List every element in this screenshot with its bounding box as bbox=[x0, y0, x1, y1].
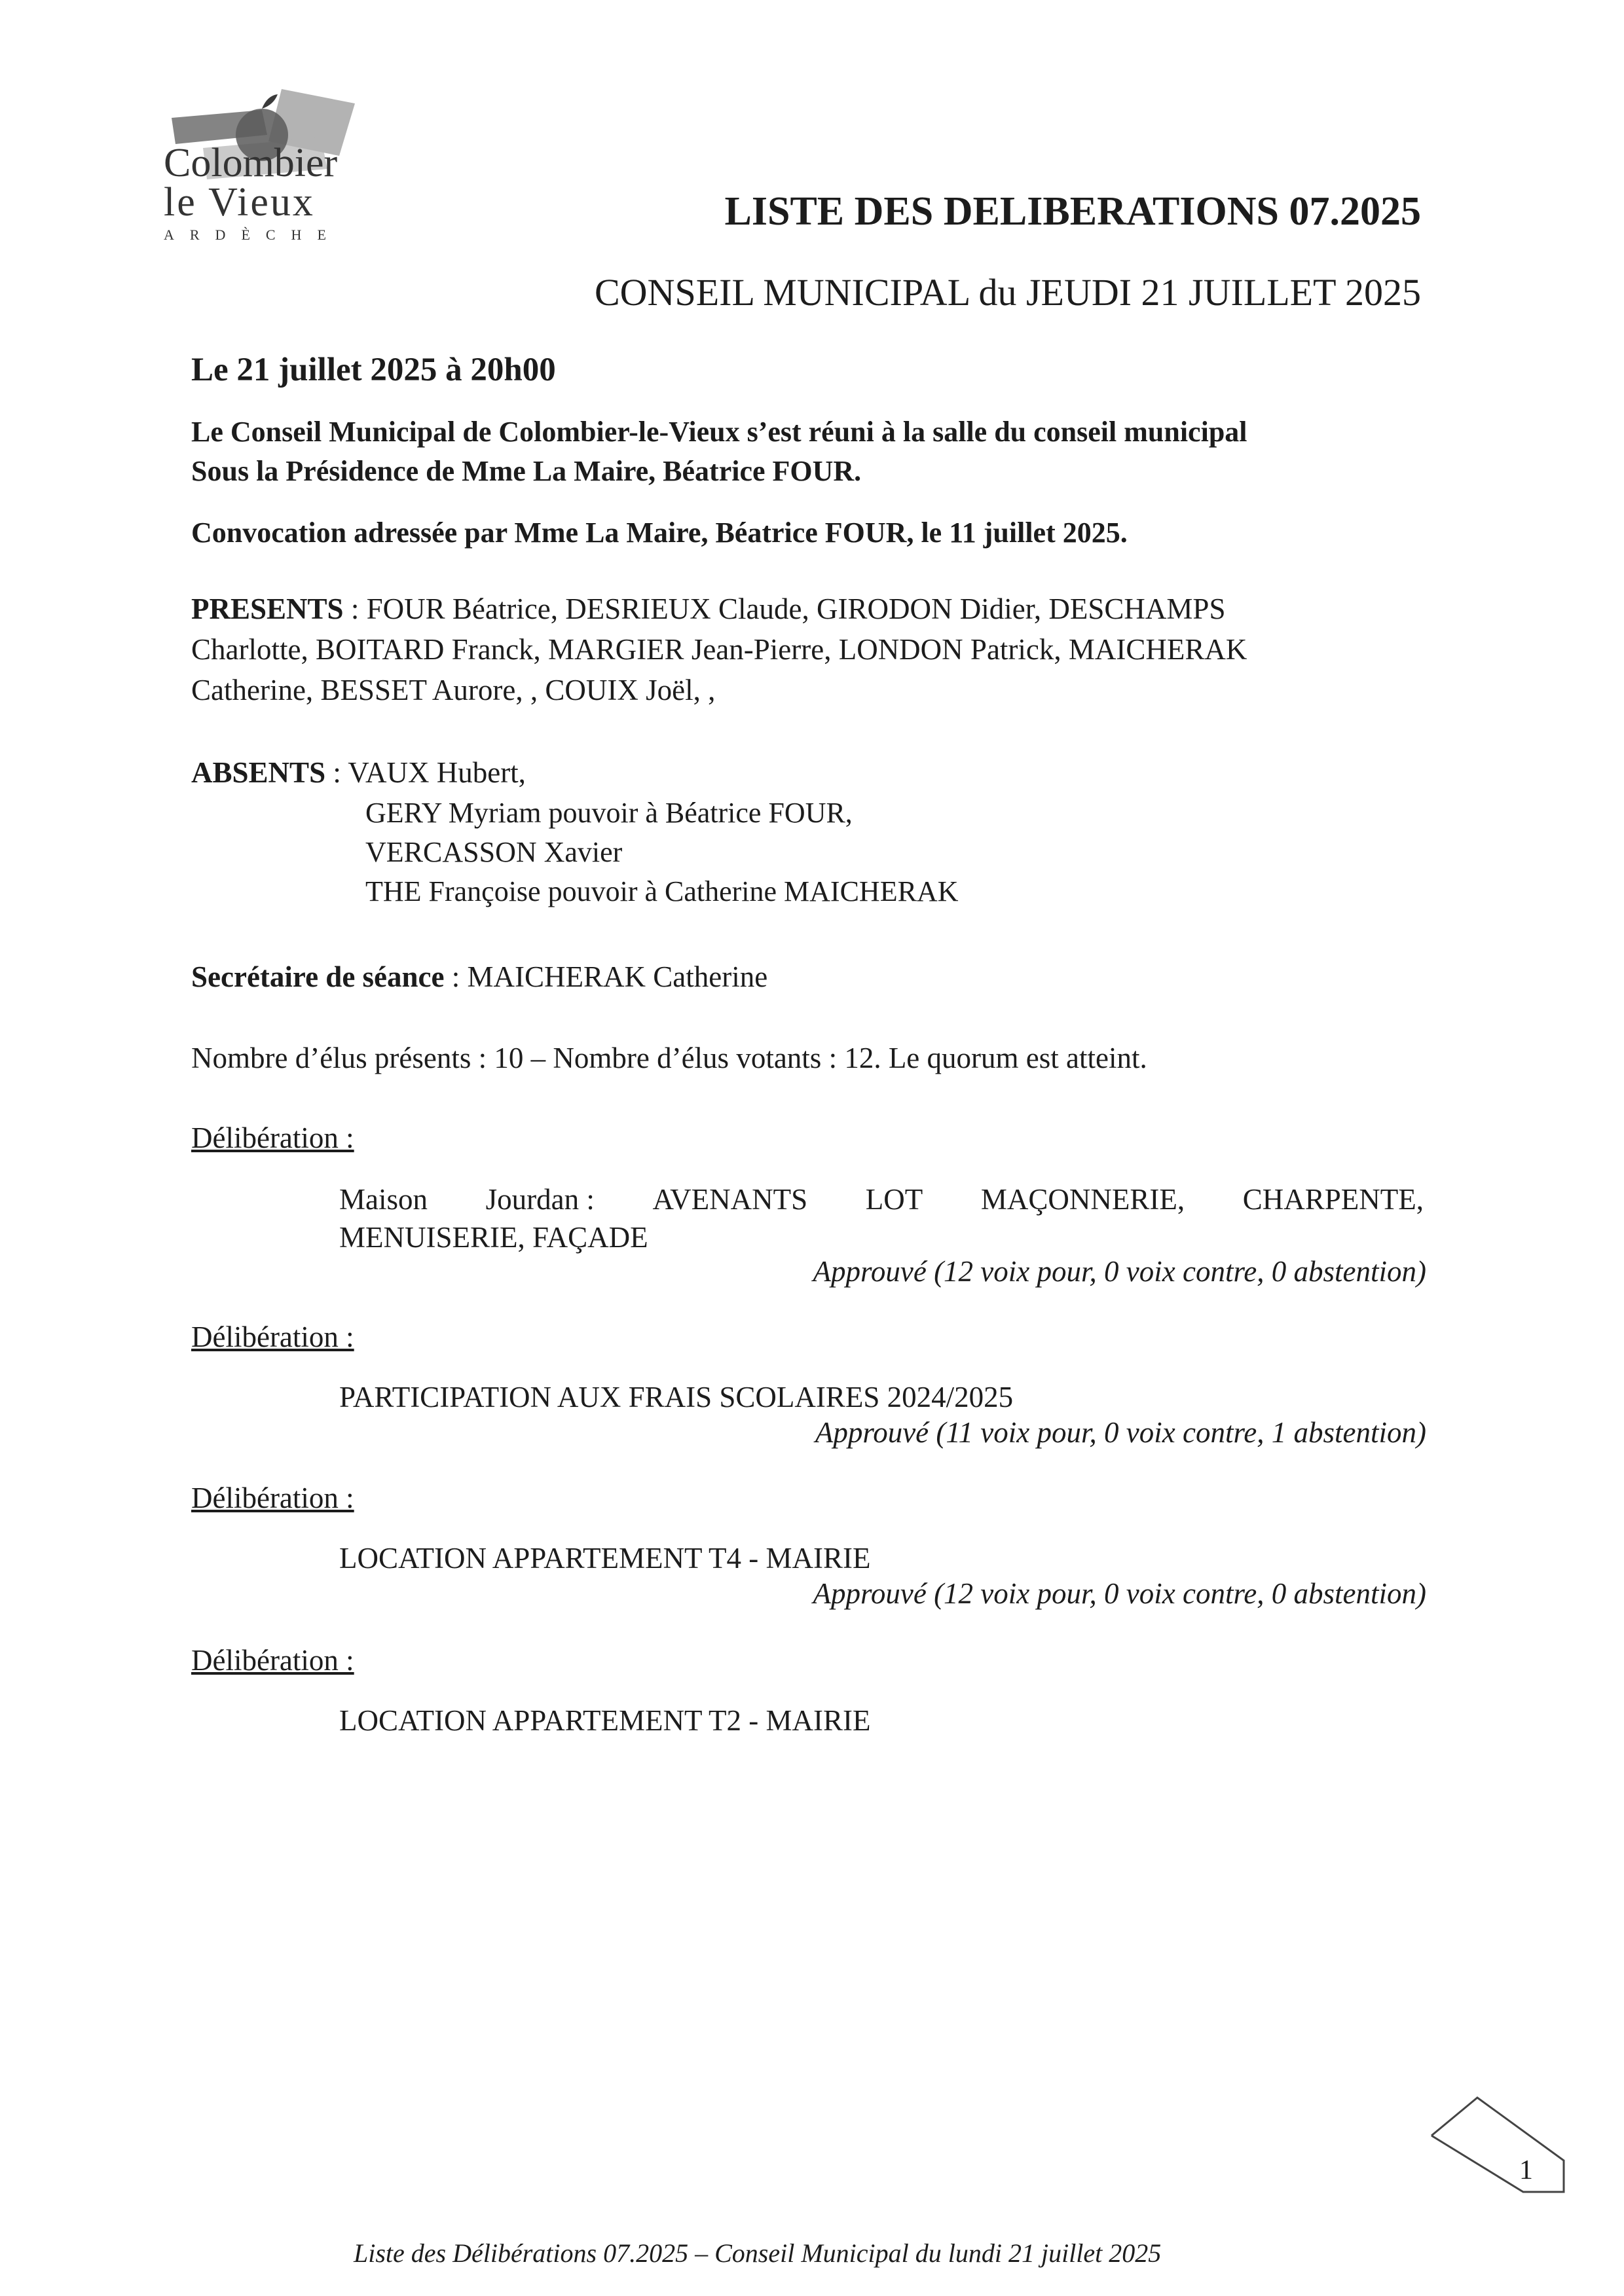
convocation-line: Convocation adressée par Mme La Maire, Béatrice FOUR, le 11 juillet 2025. bbox=[191, 517, 1128, 549]
subject-word: LOT bbox=[865, 1183, 923, 1216]
deliberation-3-vote: Approuvé (12 voix pour, 0 voix contre, 0 abstention) bbox=[813, 1577, 1426, 1610]
page-subtitle: CONSEIL MUNICIPAL du JEUDI 21 JUILLET 2025 bbox=[594, 271, 1421, 314]
page-footer: Liste des Délibérations 07.2025 – Conseil Municipal du lundi 21 juillet 2025 bbox=[354, 2238, 1162, 2268]
absent-item: THE Françoise pouvoir à Catherine MAICHERAK bbox=[365, 875, 959, 907]
presents-text-1: : FOUR Béatrice, DESRIEUX Claude, GIRODON Didier, DESCHAMPS bbox=[343, 592, 1226, 625]
subject-word: Maison bbox=[339, 1183, 428, 1216]
intro-line-2: Sous la Présidence de Mme La Maire, Béatrice FOUR. bbox=[191, 455, 862, 487]
deliberation-4-subject: LOCATION APPARTEMENT T2 - MAIRIE bbox=[339, 1704, 871, 1737]
deliberation-heading: Délibération : bbox=[191, 1121, 354, 1154]
deliberation-heading: Délibération : bbox=[191, 1321, 354, 1353]
page-corner-icon bbox=[1426, 2095, 1570, 2200]
presents-line-3: Catherine, BESSET Aurore, , COUIX Joël, , bbox=[191, 674, 716, 706]
absents-list bbox=[365, 793, 958, 911]
deliberation-heading: Délibération : bbox=[191, 1482, 354, 1514]
subject-word: AVENANTS bbox=[652, 1183, 808, 1216]
page-title: LISTE DES DELIBERATIONS 07.2025 bbox=[724, 189, 1421, 234]
deliberation-2-subject: PARTICIPATION AUX FRAIS SCOLAIRES 2024/2025 bbox=[339, 1381, 1014, 1413]
absents-label: ABSENTS bbox=[191, 756, 326, 789]
deliberation-1-subject-line-2: MENUISERIE, FAÇADE bbox=[339, 1221, 648, 1254]
presents-line-1 bbox=[191, 589, 1225, 629]
subject-word: MAÇONNERIE, bbox=[980, 1183, 1185, 1216]
intro-line-1: Le Conseil Municipal de Colombier-le-Vieux s’est réuni à la salle du conseil municipal bbox=[191, 416, 1247, 448]
secretaire-value: : MAICHERAK Catherine bbox=[444, 960, 768, 993]
page-number: 1 bbox=[1519, 2155, 1533, 2185]
subject-word: CHARPENTE, bbox=[1242, 1183, 1424, 1216]
deliberation-3-subject: LOCATION APPARTEMENT T4 - MAIRIE bbox=[339, 1542, 871, 1575]
deliberation-2-vote: Approuvé (11 voix pour, 0 voix contre, 1 abstention) bbox=[815, 1416, 1426, 1449]
presents-line-2: Charlotte, BOITARD Franck, MARGIER Jean-Pierre, LONDON Patrick, MAICHERAK bbox=[191, 633, 1247, 666]
municipality-logo bbox=[164, 77, 360, 261]
meeting-date: Le 21 juillet 2025 à 20h00 bbox=[191, 352, 556, 388]
deliberation-1-vote: Approuvé (12 voix pour, 0 voix contre, 0 abstention) bbox=[813, 1255, 1426, 1288]
page-number-marker bbox=[1426, 2095, 1570, 2200]
secretaire-line bbox=[191, 957, 767, 996]
absents-line-1 bbox=[191, 753, 526, 792]
presents-label: PRESENTS bbox=[191, 592, 344, 625]
logo-text-le-vieux: le Vieux bbox=[164, 180, 315, 225]
quorum-line: Nombre d’élus présents : 10 – Nombre d’élus votants : 12. Le quorum est atteint. bbox=[191, 1042, 1147, 1074]
logo-text-colombier: Colombier bbox=[164, 141, 338, 185]
subject-word: Jourdan : bbox=[485, 1183, 595, 1216]
secretaire-label: Secrétaire de séance bbox=[191, 960, 445, 993]
absents-first: : VAUX Hubert, bbox=[325, 756, 526, 789]
deliberation-heading: Délibération : bbox=[191, 1644, 354, 1677]
absent-item: VERCASSON Xavier bbox=[365, 836, 623, 868]
logo-text-ardeche: ARDÈCHE bbox=[164, 227, 342, 243]
absent-item: GERY Myriam pouvoir à Béatrice FOUR, bbox=[365, 797, 853, 829]
deliberation-1-subject-line-1 bbox=[339, 1185, 1424, 1214]
